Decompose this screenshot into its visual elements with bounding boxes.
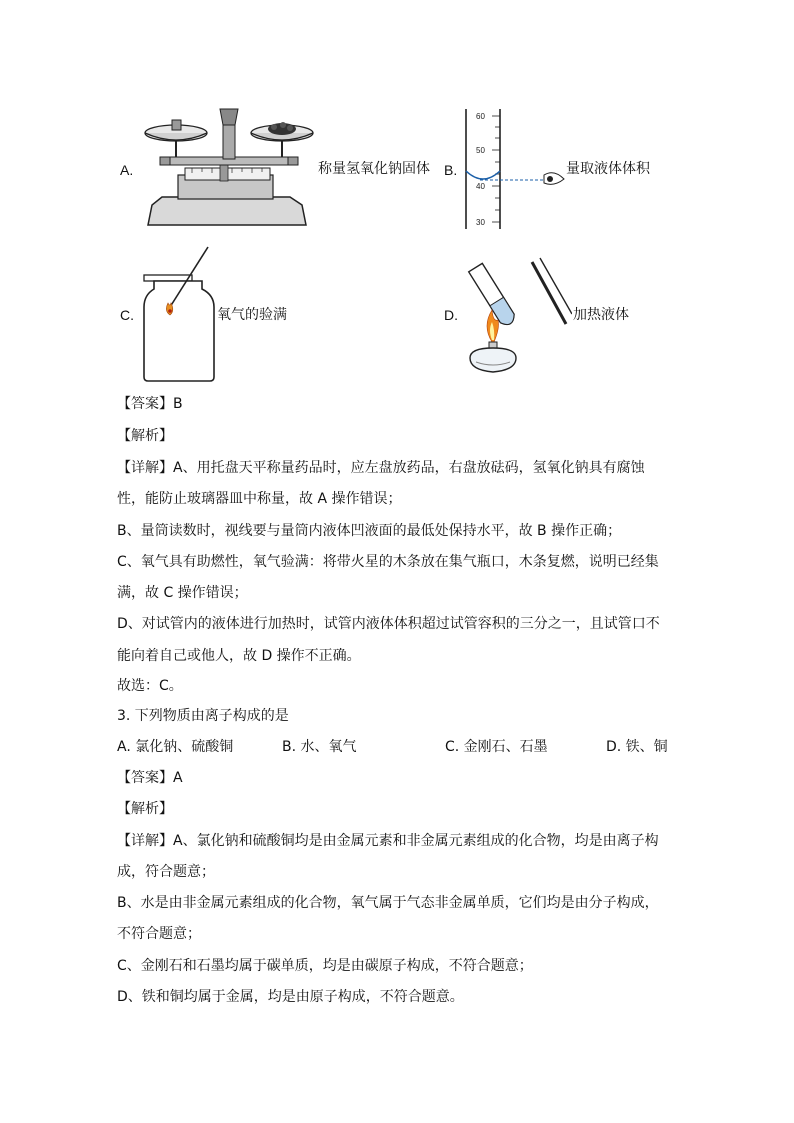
q2-analysis-line-3: B、量筒读数时，视线要与量筒内液体凹液面的最低处保持水平，故 B 操作正确； [117, 523, 622, 539]
tick-label-40: 40 [476, 182, 485, 191]
q3-analysis-line-1: 【详解】A、氯化钠和硫酸铜均是由金属元素和非金属元素组成的化合物，均是由离子构 [117, 833, 659, 849]
option-a-letter: A. [120, 162, 134, 178]
heating-test-tube-illustration [462, 250, 572, 380]
q2-analysis-line-8: 故选：C。 [117, 678, 183, 694]
q2-analysis-line-1: 【详解】A、用托盘天平称量药品时，应左盘放药品，右盘放砝码，氢氧化钠具有腐蚀 [117, 460, 645, 476]
q2-analysis-heading: 【解析】 [117, 428, 173, 444]
option-b-letter: B. [444, 162, 458, 178]
balance-illustration [140, 105, 315, 230]
q3-answer: 【答案】A [117, 770, 183, 786]
q3-choice-a: A. 氯化钠、硫酸铜 [117, 739, 234, 755]
gas-bottle-illustration [140, 245, 220, 385]
q3-stem: 3. 下列物质由离子构成的是 [117, 708, 289, 724]
tick-label-50: 50 [476, 146, 485, 155]
q2-analysis-line-4: C、氧气具有助燃性，氧气验满：将带火星的木条放在集气瓶口，木条复燃，说明已经集 [117, 554, 659, 570]
tick-label-60: 60 [476, 112, 485, 121]
option-c-caption: 氧气的验满 [217, 307, 287, 323]
option-d-letter: D. [444, 307, 458, 323]
option-c-letter: C. [120, 307, 134, 323]
option-b-caption: 量取液体体积 [566, 161, 650, 177]
q3-analysis-heading: 【解析】 [117, 801, 173, 817]
q3-analysis-line-4: 不符合题意； [117, 926, 201, 942]
q3-analysis-line-6: D、铁和铜均属于金属，均是由原子构成，不符合题意。 [117, 989, 464, 1005]
q2-analysis-line-2: 性，能防止玻璃器皿中称量，故 A 操作错误； [117, 491, 402, 507]
option-d-caption: 加热液体 [573, 307, 629, 323]
tick-label-30: 30 [476, 218, 485, 227]
option-a-caption: 称量氢氧化钠固体 [318, 161, 430, 177]
q2-analysis-line-6: D、对试管内的液体进行加热时，试管内液体体积超过试管容积的三分之一，且试管口不 [117, 616, 660, 632]
q3-choice-c: C. 金刚石、石墨 [445, 739, 548, 755]
q2-analysis-line-5: 满，故 C 操作错误； [117, 585, 248, 601]
q2-analysis-line-7: 能向着自己或他人，故 D 操作不正确。 [117, 648, 361, 664]
q2-answer: 【答案】B [117, 396, 183, 412]
q3-choice-d: D. 铁、铜 [606, 739, 668, 755]
q3-analysis-line-2: 成，符合题意； [117, 864, 215, 880]
q3-choice-b: B. 水、氧气 [282, 739, 357, 755]
q3-analysis-line-3: B、水是由非金属元素组成的化合物，氧气属于气态非金属单质，它们均是由分子构成， [117, 895, 659, 911]
graduated-cylinder-illustration [460, 105, 570, 230]
q3-analysis-line-5: C、金刚石和石墨均属于碳单质，均是由碳原子构成，不符合题意； [117, 958, 533, 974]
